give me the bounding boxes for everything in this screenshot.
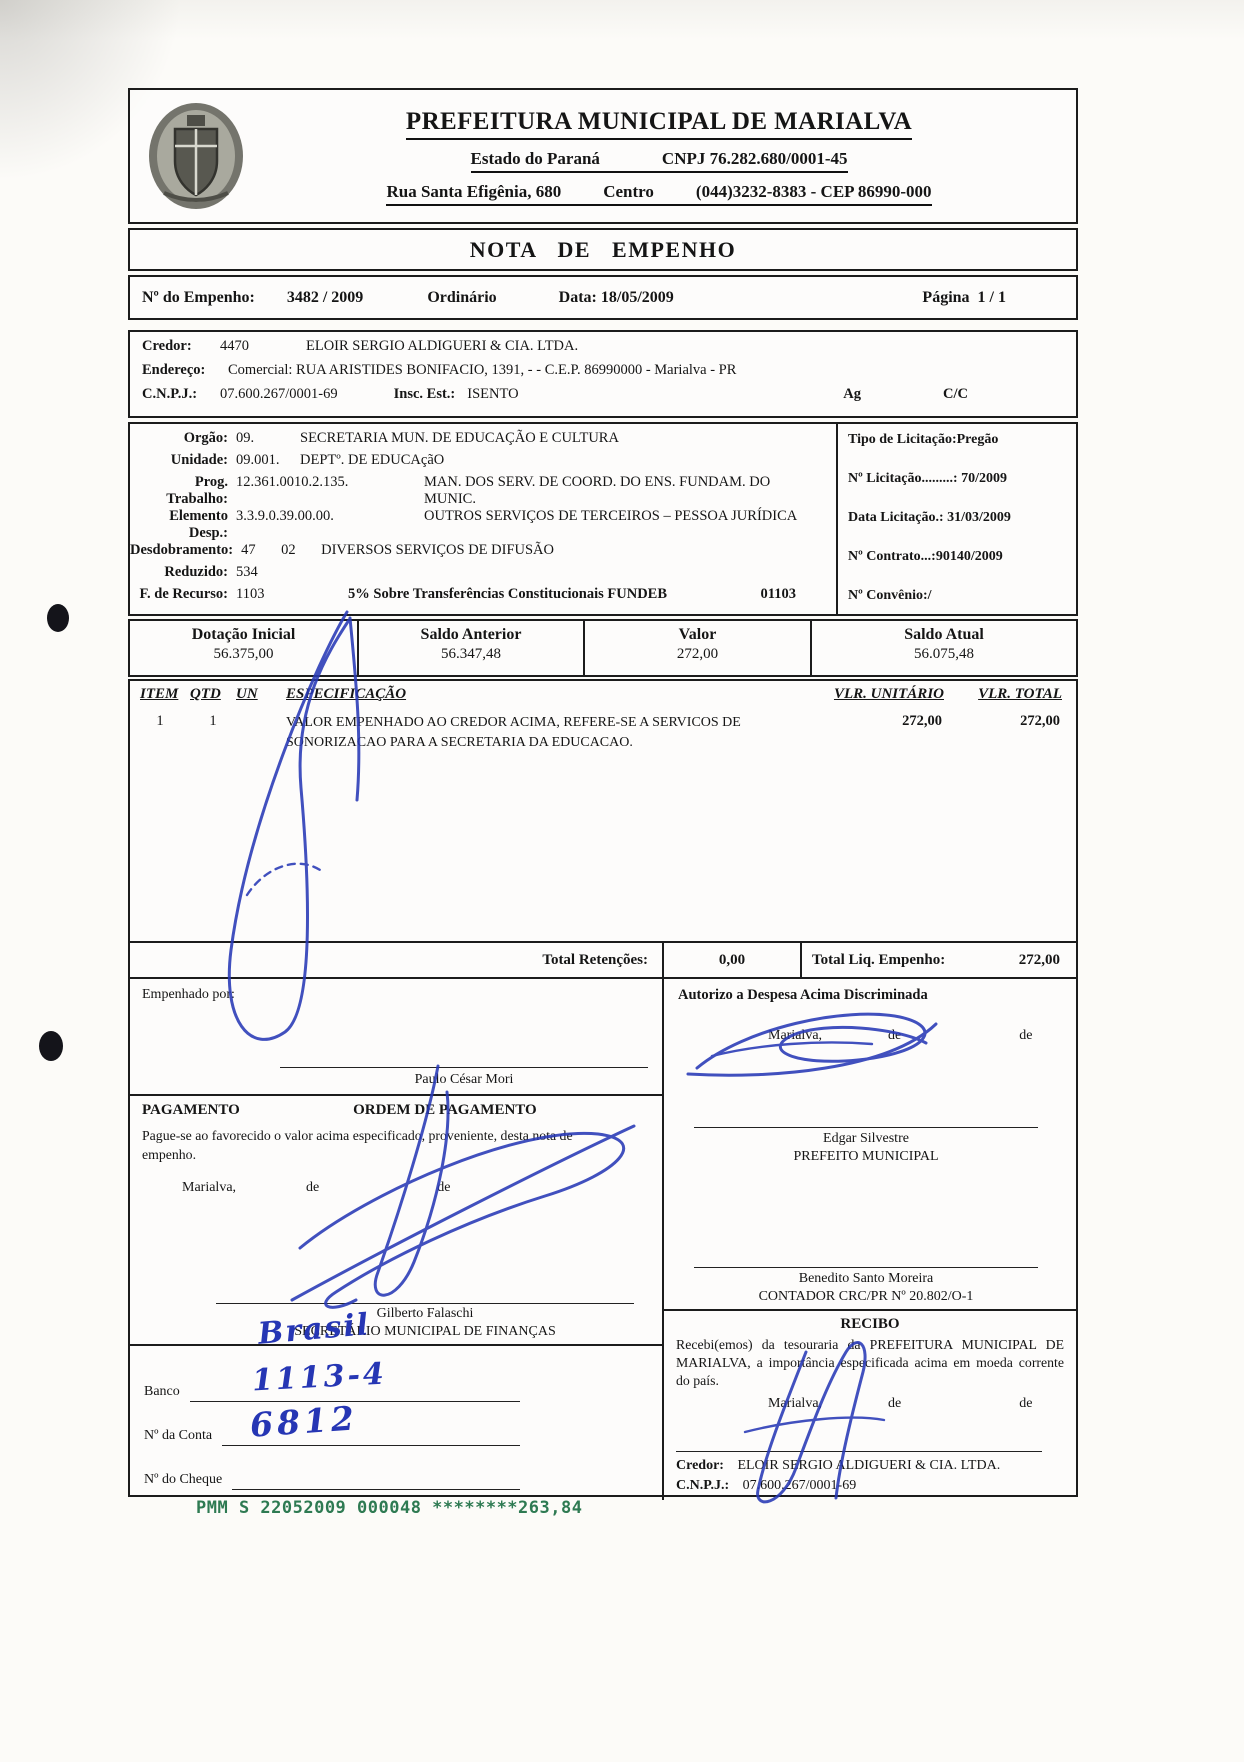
mayor-name: Edgar Silvestre (823, 1131, 909, 1146)
letterhead-line3 (386, 182, 931, 206)
account-label: C/C (943, 386, 968, 402)
contrato-numero: Nº Contrato...:90140/2009 (848, 549, 1003, 564)
prog-label: Prog. Trabalho: (166, 474, 228, 507)
creditor-label: Credor: (142, 338, 192, 354)
balances-row (128, 619, 1078, 677)
pagamento-date-line (182, 1180, 650, 1196)
autorizo-title: Autorizo a Despesa Acima Discriminada (678, 987, 928, 1003)
right-signatures-column (662, 979, 1076, 1500)
recurso-label: F. de Recurso: (139, 586, 228, 602)
item-row (130, 713, 1076, 754)
city-label: Marialva, (182, 1180, 237, 1196)
licitacao-numero: Nº Licitação.........: 70/2009 (848, 471, 1007, 486)
recibo-cnpj-label: C.N.P.J.: (676, 1478, 730, 1493)
unidade-row (130, 452, 830, 474)
street-address: Rua Santa Efigênia, 680 (386, 182, 562, 201)
orgao-row (130, 430, 830, 452)
orgao-value: SECRETARIA MUN. DE EDUCAÇÃO E CULTURA (300, 430, 619, 446)
saldo-anterior-label: Saldo Anterior (420, 626, 522, 643)
dotacao-value: 56.375,00 (213, 646, 274, 662)
elemento-row (130, 508, 830, 542)
signature-line (694, 1267, 1038, 1268)
desdobramento-code1: 47 (241, 542, 256, 558)
recibo-credor-label: Credor: (676, 1458, 724, 1473)
total-retencoes-value: 0,00 (662, 943, 802, 977)
unidade-label: Unidade: (170, 452, 228, 468)
creditor-code: 4470 (220, 338, 249, 354)
reduzido-label: Reduzido: (164, 564, 228, 580)
recibo-credor-line (676, 1458, 1000, 1474)
budget-left-column (130, 424, 836, 614)
city-label: Marialva, (768, 1028, 823, 1043)
nota-de-empenho-document (128, 88, 1078, 1497)
finance-secretary-title: SECRETÁRIO MUNICIPAL DE FINANÇAS (294, 1324, 556, 1339)
pagamento-section (130, 1094, 662, 1344)
cnpj-value: CNPJ 76.282.680/0001-45 (661, 149, 848, 168)
date-value: 18/05/2009 (600, 288, 674, 306)
empenho-number-value: 3482 / 2009 (286, 288, 364, 306)
bank-fields-section (130, 1344, 662, 1500)
items-header-un: UN (236, 686, 258, 702)
empenho-number-row (128, 275, 1078, 320)
reduzido-value: 534 (236, 564, 258, 580)
recibo-title: RECIBO (840, 1316, 900, 1332)
saldo-anterior-value: 56.347,48 (441, 646, 501, 662)
cheque-field (144, 1446, 648, 1490)
prog-value: MAN. DOS SERV. DE COORD. DO ENS. FUNDAM. DO MUNIC. (424, 474, 771, 507)
ink-blot-artifacts (39, 604, 69, 1061)
elemento-label: Elemento Desp.: (169, 508, 228, 541)
item-qtd: 1 (209, 713, 217, 729)
item-vlr-unitario: 272,00 (902, 713, 942, 729)
orgao-label: Orgão: (183, 430, 228, 446)
conta-field (144, 1402, 648, 1446)
recibo-cnpj-value: 07.600.267/0001-69 (742, 1478, 857, 1493)
saldo-atual-label: Saldo Atual (904, 626, 984, 643)
accountant-name: Benedito Santo Moreira (798, 1271, 934, 1286)
cheque-fill-line (232, 1446, 520, 1490)
dotacao-label: Dotação Inicial (191, 626, 296, 643)
left-signatures-column (130, 979, 662, 1500)
elemento-code: 3.3.9.0.39.00.00. (236, 508, 334, 524)
item-un (236, 713, 286, 754)
city-label: Marialva, (768, 1395, 823, 1411)
banco-fill-line (190, 1358, 520, 1402)
saldo-atual-cell (812, 621, 1076, 675)
state-registration-value: ISENTO (467, 386, 519, 402)
budget-section (128, 422, 1078, 616)
document-title: NOTA DE EMPENHO (469, 236, 737, 262)
convenio-numero: Nº Convênio:/ (848, 588, 932, 603)
handwritten-account-number: 1113-4 (251, 1356, 388, 1399)
banco-field (144, 1358, 648, 1402)
agency-label: Ag (843, 386, 862, 402)
autorizo-date-line (768, 1028, 1064, 1044)
items-section (128, 679, 1078, 979)
page-indicator (922, 289, 1006, 307)
signature-line (280, 1067, 648, 1068)
dotacao-inicial-cell (130, 621, 359, 675)
recurso-code: 1103 (236, 586, 265, 602)
signature-line (694, 1127, 1038, 1128)
items-body (130, 705, 1076, 941)
conta-fill-line (222, 1402, 520, 1446)
page-label: Página (922, 288, 970, 306)
empenho-type: Ordinário (427, 288, 497, 306)
recibo-credor-value: ELOIR SERGIO ALDIGUERI & CIA. LTDA. (737, 1458, 1001, 1473)
item-vlr-total: 272,00 (1020, 713, 1060, 729)
elemento-value: OUTROS SERVIÇOS DE TERCEIROS – PESSOA JURÍDICA (424, 508, 798, 524)
coat-of-arms-logo (140, 97, 252, 215)
autorizo-section (664, 979, 1076, 1309)
items-header-vlr-unitario: VLR. UNITÁRIO (833, 686, 944, 702)
recurso-value: 5% Sobre Transferências Constitucionais FUNDEB (348, 586, 668, 602)
de-label: de (1019, 1395, 1033, 1411)
creditor-section (128, 330, 1078, 418)
address-label: Endereço: (142, 362, 206, 378)
empenhado-por-label: Empenhado por: (142, 987, 235, 1002)
conta-label: Nº da Conta (144, 1428, 213, 1443)
items-header-row (130, 681, 1076, 705)
cnpj-label: C.N.P.J.: (142, 386, 198, 402)
de-label: de (437, 1180, 451, 1196)
recibo-section (664, 1309, 1076, 1500)
address-row (142, 362, 1064, 386)
empenhado-por-section (130, 979, 662, 1094)
pagamento-title: PAGAMENTO (142, 1102, 240, 1118)
cnpj-value: 07.600.267/0001-69 (220, 386, 338, 402)
letterhead-text (252, 106, 1066, 206)
de-label: de (888, 1028, 902, 1043)
items-header-especificacao: ESPECIFICAÇÃO (286, 686, 407, 702)
recibo-text: Recebi(emos) da tesouraria da PREFEITURA MUNICIPAL DE MARIALVA, a importância especificada acima em moeda corrente do país. (676, 1337, 1064, 1388)
de-label: de (888, 1395, 902, 1411)
licitacao-column (836, 424, 1076, 614)
pagamento-titles (142, 1102, 650, 1119)
signature-line (676, 1451, 1042, 1452)
desdobramento-row (130, 542, 830, 564)
signatures-section (128, 977, 1078, 1497)
municipality-name: PREFEITURA MUNICIPAL DE MARIALVA (406, 108, 912, 140)
licitacao-data: Data Licitação.: 31/03/2009 (848, 510, 1011, 525)
total-retencoes-label: Total Retenções: (542, 951, 648, 968)
prog-trabalho-row (130, 474, 830, 508)
empenhado-por-name: Paulo César Mori (414, 1072, 514, 1087)
de-label: de (1019, 1028, 1033, 1043)
date-label: Data: (558, 288, 597, 306)
item-number: 1 (156, 713, 164, 729)
orgao-code: 09. (236, 430, 255, 446)
handwritten-bank-name: Brasil (256, 1307, 372, 1352)
creditor-name: ELOIR SERGIO ALDIGUERI & CIA. LTDA. (306, 338, 579, 354)
dot-matrix-footer: PMM S 22052009 000048 ********263,84 (196, 1498, 583, 1518)
saldo-anterior-cell (359, 621, 585, 675)
document-title-bar (128, 228, 1078, 271)
unidade-code: 09.001. (236, 452, 280, 468)
district: Centro (603, 182, 654, 201)
item-description: VALOR EMPENHADO AO CREDOR ACIMA, REFERE-SE A SERVICOS DE SONORIZACAO PARA A SECRETARIA DA EDUCACAO. (286, 715, 741, 751)
empenho-number-label: Nº do Empenho: (142, 288, 255, 306)
accountant-title: CONTADOR CRC/PR Nº 20.802/O-1 (758, 1289, 974, 1304)
valor-cell (585, 621, 812, 675)
items-header-item: ITEM (140, 686, 179, 702)
signature-line (216, 1303, 634, 1304)
total-liq-cell (802, 943, 1076, 977)
ordem-pagamento-title: ORDEM DE PAGAMENTO (353, 1102, 537, 1118)
licitacao-tipo: Tipo de Licitação:Pregão (848, 432, 999, 447)
de-label: de (306, 1180, 320, 1196)
desdobramento-value: DIVERSOS SERVIÇOS DE DIFUSÃO (321, 542, 554, 558)
address-value: Comercial: RUA ARISTIDES BONIFACIO, 1391, - - C.E.P. 86990000 - Marialva - PR (228, 362, 737, 378)
total-liq-value: 272,00 (1018, 951, 1060, 968)
recibo-cnpj-line (676, 1478, 856, 1494)
page-value: 1 / 1 (977, 288, 1006, 306)
saldo-atual-value: 56.075,48 (914, 646, 974, 662)
banco-label: Banco (144, 1384, 180, 1399)
recurso-code2: 01103 (760, 586, 796, 602)
empenho-date (559, 289, 674, 307)
totals-row (130, 941, 1076, 977)
creditor-row (142, 338, 1064, 362)
finance-secretary-name: Gilberto Falaschi (376, 1306, 474, 1321)
letterhead (128, 88, 1078, 224)
items-header-vlr-total: VLR. TOTAL (978, 686, 1062, 702)
recurso-row (130, 586, 830, 608)
recibo-date-line (768, 1396, 1064, 1412)
desdobramento-label: Desdobramento: (130, 542, 234, 558)
phone-cep: (044)3232-8383 - CEP 86990-000 (695, 182, 932, 201)
cheque-label: Nº do Cheque (144, 1472, 223, 1487)
total-liq-label: Total Liq. Empenho: (812, 951, 946, 968)
state-label: Estado do Paraná (470, 149, 600, 168)
items-header-qtd: QTD (190, 686, 221, 702)
valor-value: 272,00 (676, 646, 719, 662)
unidade-value: DEPTº. DE EDUCAçãO (300, 452, 445, 468)
handwritten-cheque-number: 6812 (248, 1398, 360, 1445)
pagamento-text: Pague-se ao favorecido o valor acima especificado, proveniente, desta nota de empenho. (142, 1128, 573, 1162)
letterhead-line2 (471, 149, 848, 173)
cnpj-row (142, 386, 1064, 410)
state-registration-label: Insc. Est.: (393, 386, 456, 402)
mayor-title: PREFEITO MUNICIPAL (793, 1149, 939, 1164)
desdobramento-code2: 02 (281, 542, 296, 558)
reduzido-row (130, 564, 830, 586)
prog-code: 12.361.0010.2.135. (236, 474, 349, 490)
valor-label: Valor (678, 626, 717, 643)
